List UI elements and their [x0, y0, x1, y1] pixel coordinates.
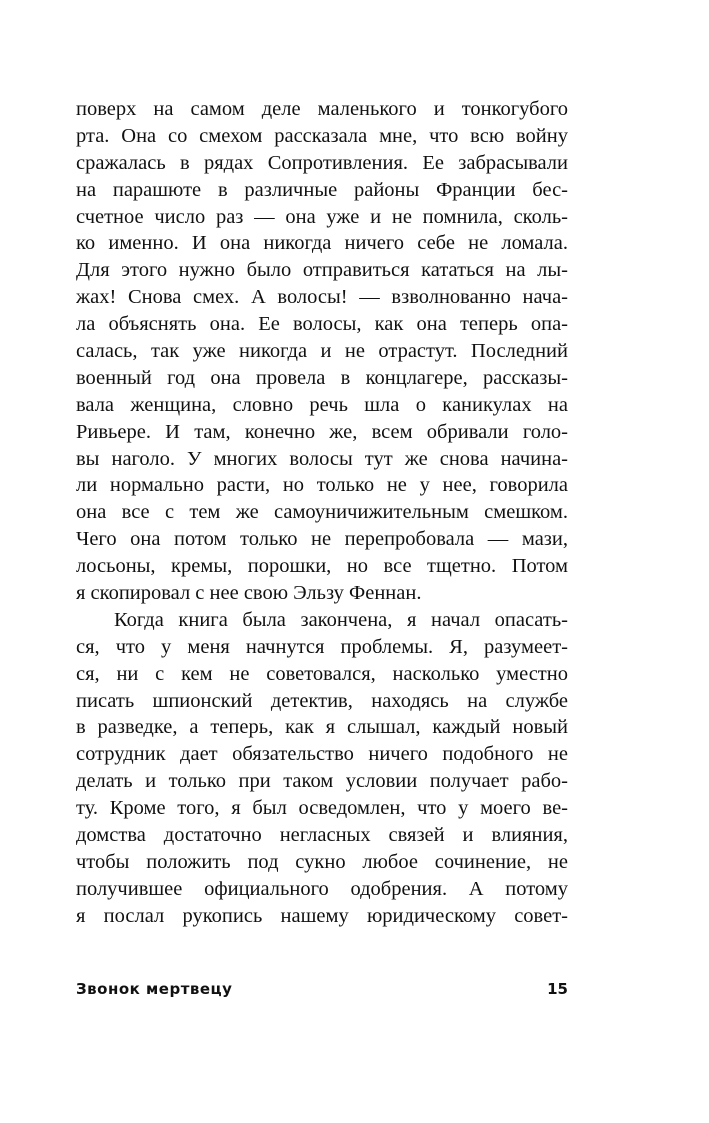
text-line: ли нормально расти, но только не у нее, говорила — [76, 474, 568, 497]
text-line: ся, что у меня начнутся проблемы. Я, разумеет- — [76, 635, 568, 658]
text-line: я послал рукопись нашему юридическому совет- — [76, 904, 568, 927]
text-line: салась, так уже никогда и не отрастут. Последний — [76, 340, 568, 363]
text-line: Для этого нужно было отправиться кататься на лы- — [76, 259, 568, 282]
text-line: ту. Кроме того, я был осведомлен, что у моего ве- — [76, 797, 568, 820]
text-line: сотрудник дает обязательство ничего подобного не — [76, 743, 568, 766]
text-line: рта. Она со смехом рассказала мне, что всю войну — [76, 124, 568, 147]
text-line: писать шпионский детектив, находясь на службе — [76, 689, 568, 712]
text-line: лосьоны, кремы, порошки, но все тщетно. Потом — [76, 555, 568, 578]
text-line: поверх на самом деле маленького и тонкогубого — [76, 98, 568, 120]
text-line: Ривьере. И там, конечно же, всем обривали голо- — [76, 420, 568, 443]
text-line: ся, ни с кем не советовался, насколько уместно — [76, 662, 568, 685]
text-line: Чего она потом только не перепробовала — мази, — [76, 528, 568, 551]
text-line: ла объяснять она. Ее волосы, как она теперь опа- — [76, 313, 568, 336]
text-line: она все с тем же самоуничижительным смешком. — [76, 501, 568, 524]
text-line: делать и только при таком условии получает рабо- — [76, 770, 568, 793]
text-line: ко именно. И она никогда ничего себе не ломала. — [76, 232, 568, 255]
page-footer — [76, 978, 568, 1000]
text-line: я скопировал с нее свою Эльзу Феннан. — [76, 582, 422, 605]
text-line-paragraph-start: Когда книга была закончена, я начал опасать- — [114, 608, 568, 631]
text-line: вала женщина, словно речь шла о каникулах на — [76, 393, 568, 416]
text-line: счетное число раз — она уже и не помнила, сколь- — [76, 205, 568, 228]
running-title: Звонок мертвецу — [76, 980, 233, 998]
text-line: чтобы положить под сукно любое сочинение, не — [76, 850, 568, 873]
text-line: жах! Снова смех. А волосы! — взволнованно нача- — [76, 286, 568, 309]
text-line: вы наголо. У многих волосы тут же снова начина- — [76, 447, 568, 470]
text-line: сражалась в рядах Сопротивления. Ее забрасывали — [76, 151, 568, 174]
page-number: 15 — [547, 980, 568, 998]
text-line: получившее официального одобрения. А потому — [76, 877, 568, 900]
body-text — [76, 96, 568, 930]
text-line: в разведке, а теперь, как я слышал, каждый новый — [76, 716, 568, 739]
text-line: на парашюте в различные районы Франции бес- — [76, 178, 568, 201]
text-line: домства достаточно негласных связей и влияния, — [76, 824, 568, 847]
text-line: военный год она провела в концлагере, рассказы- — [76, 366, 568, 389]
